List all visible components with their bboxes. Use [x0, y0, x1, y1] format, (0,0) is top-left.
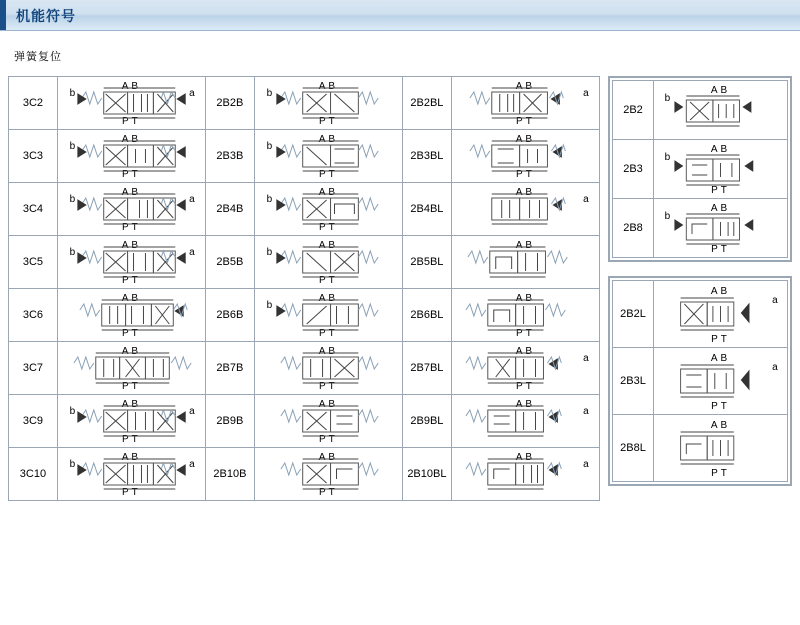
- port-label-b: b: [266, 247, 273, 258]
- port-label-ab: AB: [710, 203, 731, 215]
- port-label-a: a: [189, 406, 195, 417]
- symbol-cell: [57, 236, 205, 289]
- port-label-pt: PT: [516, 328, 535, 339]
- code-cell: 2B8: [613, 199, 654, 258]
- valve-symbol: [255, 343, 402, 393]
- port-label-pt: PT: [318, 222, 338, 233]
- port-label-ab: AB: [318, 399, 339, 410]
- port-label-ab: AB: [710, 286, 731, 298]
- symbol-cell: [254, 342, 402, 395]
- valve-diagram-icon: [654, 349, 787, 413]
- valve-symbol: [255, 78, 402, 128]
- port-label-b: b: [266, 88, 273, 99]
- symbol-cell: [254, 289, 402, 342]
- valve-diagram-icon: [452, 184, 599, 234]
- code-cell: 3C9: [9, 395, 58, 448]
- table-row: [9, 342, 600, 395]
- port-label-ab: AB: [515, 81, 536, 92]
- port-label-pt: PT: [711, 467, 730, 479]
- valve-diagram-icon: [58, 290, 205, 340]
- table-row: [9, 395, 600, 448]
- port-label-a: a: [189, 88, 195, 99]
- valve-diagram-icon: [654, 82, 787, 138]
- symbol-cell: [57, 183, 205, 236]
- valve-diagram-icon: [58, 78, 205, 128]
- port-label-pt: PT: [122, 381, 141, 392]
- code-cell: 2B8L: [613, 415, 654, 482]
- table-row: [613, 281, 788, 348]
- port-label-ab: AB: [710, 353, 731, 365]
- port-label-ab: AB: [710, 420, 731, 432]
- port-label-ab: AB: [318, 134, 339, 145]
- page-title: 机能符号: [16, 8, 76, 24]
- port-label-ab: AB: [318, 346, 339, 357]
- port-label-ab: AB: [121, 187, 142, 198]
- valve-diagram-icon: [255, 343, 402, 393]
- port-label-pt: PT: [516, 381, 535, 392]
- code-cell: 2B2L: [613, 281, 654, 348]
- symbol-cell: [654, 199, 788, 258]
- port-label-pt: PT: [711, 243, 730, 255]
- port-label-pt: PT: [122, 275, 141, 286]
- section-subtitle: 弹簧复位: [14, 51, 62, 63]
- port-label-ab: AB: [515, 187, 536, 198]
- code-cell: 2B9B: [205, 395, 254, 448]
- port-label-a: a: [189, 194, 195, 205]
- valve-diagram-icon: [452, 131, 599, 181]
- valve-symbol: [452, 290, 599, 340]
- valve-symbol: [255, 131, 402, 181]
- code-cell: 2B10BL: [402, 448, 451, 501]
- table-row: [9, 183, 600, 236]
- port-label-ab: AB: [318, 293, 339, 304]
- valve-symbol: [452, 184, 599, 234]
- port-label-a: a: [583, 459, 589, 470]
- port-label-pt: PT: [318, 487, 338, 498]
- table-row: [613, 81, 788, 140]
- valve-diagram-icon: [58, 343, 205, 393]
- port-label-pt: PT: [122, 487, 141, 498]
- valve-symbol: [654, 82, 787, 138]
- port-label-ab: AB: [318, 240, 339, 251]
- symbol-cell: [654, 281, 788, 348]
- symbol-cell: [57, 448, 205, 501]
- valve-symbol: [58, 131, 205, 181]
- symbol-cell: [254, 77, 402, 130]
- port-label-b: b: [69, 247, 76, 258]
- port-label-b: b: [266, 300, 273, 311]
- port-label-b: b: [664, 152, 671, 164]
- valve-symbol: [452, 237, 599, 287]
- table-row: [613, 348, 788, 415]
- code-cell: 2B4B: [205, 183, 254, 236]
- valve-diagram-icon: [255, 237, 402, 287]
- code-cell: 2B2: [613, 81, 654, 140]
- port-label-ab: AB: [121, 399, 142, 410]
- symbol-cell: [654, 348, 788, 415]
- valve-symbol: [654, 282, 787, 346]
- valve-diagram-icon: [654, 141, 787, 197]
- valve-diagram-icon: [255, 290, 402, 340]
- code-cell: 2B5B: [205, 236, 254, 289]
- port-label-ab: AB: [121, 346, 142, 357]
- port-label-b: b: [266, 141, 273, 152]
- port-label-b: b: [664, 211, 671, 223]
- symbol-cell: [254, 395, 402, 448]
- symbol-cell: [451, 130, 599, 183]
- port-label-ab: AB: [515, 399, 536, 410]
- port-label-pt: PT: [318, 169, 338, 180]
- symbol-cell: [451, 342, 599, 395]
- port-label-pt: PT: [711, 184, 730, 196]
- port-label-ab: AB: [318, 452, 339, 463]
- port-label-pt: PT: [516, 116, 535, 127]
- symbol-cell: [451, 395, 599, 448]
- valve-symbol: [255, 237, 402, 287]
- port-label-b: b: [266, 194, 273, 205]
- box-upper: [608, 76, 792, 262]
- code-cell: 2B7B: [205, 342, 254, 395]
- port-label-ab: AB: [318, 81, 339, 92]
- valve-diagram-icon: [58, 449, 205, 499]
- symbol-table-lower: [612, 280, 788, 482]
- port-label-ab: AB: [515, 452, 536, 463]
- table-row: [9, 130, 600, 183]
- port-label-pt: PT: [318, 116, 338, 127]
- valve-symbol: [255, 184, 402, 234]
- valve-symbol: [58, 184, 205, 234]
- valve-diagram-icon: [654, 416, 787, 480]
- valve-symbol: [255, 396, 402, 446]
- symbol-cell: [451, 448, 599, 501]
- valve-diagram-icon: [255, 78, 402, 128]
- port-label-a: a: [772, 362, 778, 374]
- valve-diagram-icon: [452, 396, 599, 446]
- table-row: [9, 448, 600, 501]
- code-cell: 2B10B: [205, 448, 254, 501]
- port-label-ab: AB: [318, 187, 339, 198]
- valve-diagram-icon: [58, 237, 205, 287]
- port-label-b: b: [664, 93, 671, 105]
- valve-symbol: [654, 141, 787, 197]
- port-label-pt: PT: [122, 222, 141, 233]
- symbol-cell: [451, 77, 599, 130]
- port-label-ab: AB: [710, 85, 731, 97]
- port-label-pt: PT: [122, 434, 141, 445]
- port-label-ab: AB: [121, 134, 142, 145]
- code-cell: 2B3BL: [402, 130, 451, 183]
- symbol-table: [8, 76, 600, 501]
- symbol-cell: [451, 289, 599, 342]
- port-label-ab: AB: [121, 81, 142, 92]
- valve-symbol: [58, 343, 205, 393]
- valve-diagram-icon: [452, 237, 599, 287]
- code-cell: 3C10: [9, 448, 58, 501]
- port-label-ab: AB: [710, 144, 731, 156]
- valve-diagram-icon: [255, 184, 402, 234]
- symbol-cell: [451, 236, 599, 289]
- valve-diagram-icon: [255, 449, 402, 499]
- valve-symbol: [58, 290, 205, 340]
- port-label-pt: PT: [318, 328, 338, 339]
- code-cell: 3C4: [9, 183, 58, 236]
- port-label-pt: PT: [318, 381, 338, 392]
- code-cell: 2B6B: [205, 289, 254, 342]
- code-cell: 3C5: [9, 236, 58, 289]
- symbol-cell: [57, 289, 205, 342]
- code-cell: 3C6: [9, 289, 58, 342]
- code-cell: 2B6BL: [402, 289, 451, 342]
- code-cell: 2B9BL: [402, 395, 451, 448]
- port-label-a: a: [772, 295, 778, 307]
- port-label-a: a: [583, 353, 589, 364]
- valve-symbol: [452, 78, 599, 128]
- port-label-ab: AB: [515, 346, 536, 357]
- symbol-cell: [654, 81, 788, 140]
- valve-symbol: [452, 396, 599, 446]
- port-label-pt: PT: [122, 328, 141, 339]
- table-row: [613, 199, 788, 258]
- port-label-pt: PT: [318, 275, 338, 286]
- port-label-ab: AB: [515, 134, 536, 145]
- port-label-b: b: [69, 406, 76, 417]
- port-label-ab: AB: [121, 452, 142, 463]
- symbol-cell: [57, 342, 205, 395]
- valve-diagram-icon: [452, 290, 599, 340]
- port-label-b: b: [69, 141, 76, 152]
- valve-diagram-icon: [255, 396, 402, 446]
- symbol-cell: [451, 183, 599, 236]
- port-label-ab: AB: [515, 293, 536, 304]
- code-cell: 3C3: [9, 130, 58, 183]
- valve-symbol: [255, 449, 402, 499]
- port-label-pt: PT: [122, 116, 141, 127]
- valve-diagram-icon: [58, 396, 205, 446]
- table-row: [9, 77, 600, 130]
- table-row: [613, 140, 788, 199]
- table-row: [9, 289, 600, 342]
- symbol-cell: [57, 130, 205, 183]
- code-cell: 3C2: [9, 77, 58, 130]
- code-cell: 2B2BL: [402, 77, 451, 130]
- port-label-ab: AB: [515, 240, 536, 251]
- header-band: [0, 0, 800, 31]
- code-cell: 2B2B: [205, 77, 254, 130]
- code-cell: 3C7: [9, 342, 58, 395]
- port-label-a: a: [189, 247, 195, 258]
- table-row: [9, 236, 600, 289]
- valve-symbol: [452, 131, 599, 181]
- port-label-ab: AB: [121, 293, 142, 304]
- table-row: [613, 415, 788, 482]
- valve-symbol: [654, 349, 787, 413]
- valve-diagram-icon: [654, 282, 787, 346]
- valve-diagram-icon: [58, 131, 205, 181]
- box-lower: [608, 276, 792, 486]
- symbol-cell: [57, 395, 205, 448]
- symbol-cell: [57, 77, 205, 130]
- valve-symbol: [654, 416, 787, 480]
- valve-symbol: [654, 200, 787, 256]
- symbol-cell: [254, 236, 402, 289]
- header-accent-bar: [0, 0, 6, 30]
- valve-symbol: [452, 343, 599, 393]
- valve-diagram-icon: [452, 449, 599, 499]
- code-cell: 2B4BL: [402, 183, 451, 236]
- valve-diagram-icon: [58, 184, 205, 234]
- symbol-cell: [254, 183, 402, 236]
- right-column: [608, 76, 792, 500]
- valve-diagram-icon: [654, 200, 787, 256]
- valve-symbol: [58, 396, 205, 446]
- code-cell: 2B3: [613, 140, 654, 199]
- code-cell: 2B7BL: [402, 342, 451, 395]
- port-label-a: a: [189, 459, 195, 470]
- port-label-b: b: [69, 459, 76, 470]
- code-cell: 2B3B: [205, 130, 254, 183]
- port-label-pt: PT: [318, 434, 338, 445]
- port-label-b: b: [69, 88, 76, 99]
- code-cell: 2B5BL: [402, 236, 451, 289]
- port-label-ab: AB: [121, 240, 142, 251]
- valve-symbol: [452, 449, 599, 499]
- port-label-pt: PT: [711, 400, 730, 412]
- port-label-pt: PT: [711, 333, 730, 345]
- valve-symbol: [58, 78, 205, 128]
- valve-diagram-icon: [452, 78, 599, 128]
- symbol-cell: [254, 130, 402, 183]
- port-label-pt: PT: [122, 169, 141, 180]
- port-label-a: a: [583, 406, 589, 417]
- port-label-b: b: [69, 194, 76, 205]
- symbol-table-upper: [612, 80, 788, 258]
- port-label-a: a: [583, 194, 589, 205]
- valve-diagram-icon: [452, 343, 599, 393]
- code-cell: 2B3L: [613, 348, 654, 415]
- valve-symbol: [255, 290, 402, 340]
- symbol-cell: [654, 140, 788, 199]
- valve-symbol: [58, 237, 205, 287]
- symbol-cell: [654, 415, 788, 482]
- symbol-cell: [254, 448, 402, 501]
- port-label-pt: PT: [516, 169, 535, 180]
- valve-diagram-icon: [255, 131, 402, 181]
- valve-symbol: [58, 449, 205, 499]
- port-label-a: a: [583, 88, 589, 99]
